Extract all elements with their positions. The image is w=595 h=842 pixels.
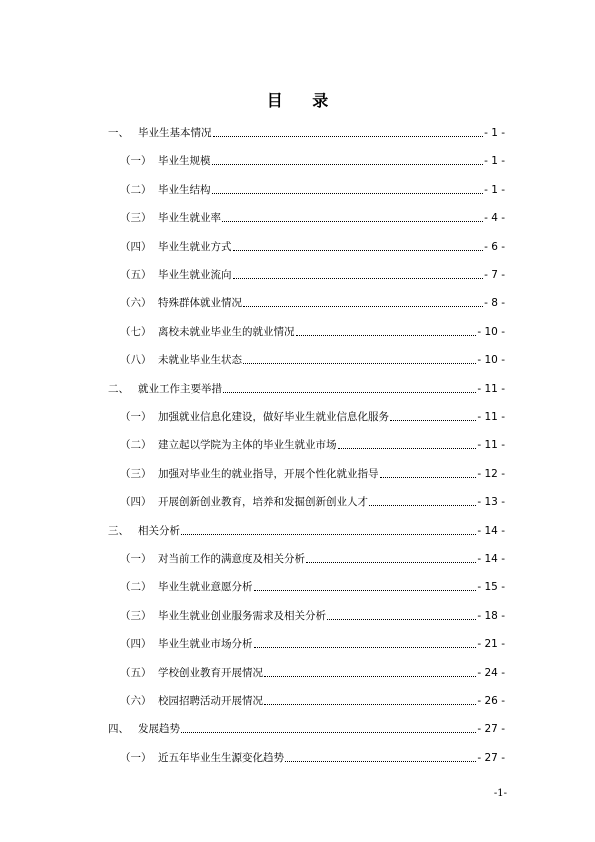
toc-entry-number: （三） [120,467,152,480]
toc-entry-title: 毕业生就业流向 [158,269,232,281]
toc-entry-title: 对当前工作的满意度及相关分析 [158,553,305,565]
toc-entry-number: （三） [120,212,152,225]
toc-entry-page: - 1 - [484,155,505,168]
toc-leader-dots [390,420,476,421]
toc-entry-page: - 24 - [477,666,505,679]
toc-section[interactable] [108,522,505,538]
toc-entry-number: （四） [120,496,152,509]
toc-entry-page: - 27 - [477,723,505,736]
toc-leader-dots [243,306,483,307]
toc-subsection[interactable] [120,607,505,623]
toc-entry-number: （二） [120,439,152,452]
toc-leader-dots [380,477,477,478]
toc-entry-title: 相关分析 [138,524,180,537]
toc-entry-number: （六） [120,695,152,707]
toc-section[interactable] [108,124,505,140]
toc-entry-title: 毕业生规模 [158,155,211,168]
toc-subsection[interactable] [120,351,505,367]
toc-leader-dots [181,732,476,733]
toc-entry-number: 二、 [108,382,129,395]
toc-entry-number: （三） [120,609,152,622]
toc-entry-number: （一） [120,751,152,764]
toc-subsection[interactable] [120,578,505,594]
toc-entry-title: 建立起以学院为主体的毕业生就业市场 [158,439,337,452]
toc-leader-dots [243,363,476,364]
toc-subsection[interactable] [120,550,505,566]
toc-entry-title: 特殊群体就业情况 [158,297,242,310]
toc-entry-number: （四） [120,638,152,651]
toc-entry-page: - 21 - [477,638,505,651]
toc-entry-title: 毕业生基本情况 [138,127,212,139]
toc-subsection[interactable] [120,749,505,765]
toc-entry-number: （六） [120,297,152,310]
toc-entry-number: （一） [120,553,152,565]
toc-entry-page: - 15 - [477,581,505,594]
toc-leader-dots [222,221,483,222]
toc-entry-page: - 10 - [477,325,505,338]
toc-entry-title: 就业工作主要举措 [138,382,222,395]
toc-subsection[interactable] [120,493,505,509]
toc-entry-title: 开展创新创业教育，培养和发掘创新创业人才 [158,496,368,509]
toc-leader-dots [181,534,476,535]
toc-entry-title: 加强就业信息化建设，做好毕业生就业信息化服务 [158,411,389,423]
toc-leader-dots [223,392,476,393]
toc-entry-title: 毕业生就业率 [158,212,221,225]
toc-section[interactable] [108,380,505,396]
toc-subsection[interactable] [120,209,505,225]
toc-subsection[interactable] [120,664,505,680]
toc-entry-number: （八） [120,354,152,367]
toc-entry-number: （四） [120,240,152,253]
toc-entry-number: （一） [120,411,152,423]
toc-entry-page: - 1 - [484,183,505,196]
toc-leader-dots [327,619,476,620]
toc-entry-number: 三、 [108,524,129,537]
toc-entry-page: - 10 - [477,354,505,367]
toc-entry-number: 一、 [108,127,129,139]
toc-entry-page: - 26 - [477,695,505,707]
toc-entry-number: 四、 [108,723,129,736]
toc-entry-title: 毕业生就业市场分析 [158,638,253,651]
toc-entry-number: （一） [120,155,152,168]
toc-subsection[interactable] [120,635,505,651]
toc-leader-dots [254,590,477,591]
toc-leader-dots [306,562,476,563]
toc-entry-page: - 27 - [477,751,505,764]
toc-section[interactable] [108,720,505,736]
toc-subsection[interactable] [120,408,505,424]
toc-entry-title: 未就业毕业生状态 [158,354,242,367]
toc-entry-page: - 4 - [484,212,505,225]
toc-subsection[interactable] [120,465,505,481]
toc-entry-page: - 6 - [484,240,505,253]
toc-entry-title: 毕业生就业意愿分析 [158,581,253,594]
toc-leader-dots [212,164,484,165]
toc-subsection[interactable] [120,323,505,339]
toc-entry-page: - 1 - [484,127,505,139]
toc-entry-number: （五） [120,666,152,679]
toc-subsection[interactable] [120,692,505,708]
toc-leader-dots [212,193,484,194]
toc-entry-number: （二） [120,581,152,594]
toc-entry-title: 毕业生就业方式 [158,240,232,253]
toc-subsection[interactable] [120,436,505,452]
toc-leader-dots [285,761,476,762]
toc-entry-page: - 8 - [484,297,505,310]
toc-entry-title: 离校未就业毕业生的就业情况 [158,325,295,338]
toc-entry-title: 毕业生就业创业服务需求及相关分析 [158,609,326,622]
toc-subsection[interactable] [120,181,505,197]
toc-entry-page: - 11 - [477,382,505,395]
toc-leader-dots [254,647,477,648]
toc-entry-page: - 11 - [477,439,505,452]
toc-subsection[interactable] [120,266,505,282]
toc-leader-dots [233,278,484,279]
toc-leader-dots [264,676,476,677]
toc-entry-page: - 7 - [484,269,505,281]
toc-leader-dots [213,136,484,137]
toc-leader-dots [264,704,476,705]
toc-subsection[interactable] [120,238,505,254]
toc-entry-title: 学校创业教育开展情况 [158,666,263,679]
toc-entry-number: （二） [120,183,152,196]
toc-leader-dots [296,335,477,336]
page-title: 目 录 [266,91,341,110]
toc-entry-page: - 18 - [477,609,505,622]
toc-entry-page: - 14 - [477,553,505,565]
toc-entry-title: 加强对毕业生的就业指导，开展个性化就业指导 [158,467,379,480]
toc-entry-number: （五） [120,269,152,281]
toc-leader-dots [233,250,484,251]
toc-entry-title: 发展趋势 [138,723,180,736]
toc-entry-page: - 11 - [477,411,505,423]
toc-entry-title: 毕业生结构 [158,183,211,196]
toc-entry-page: - 12 - [477,467,505,480]
page-number: -1- [493,788,507,799]
toc-entry-title: 近五年毕业生生源变化趋势 [158,751,284,764]
toc-entry-page: - 13 - [477,496,505,509]
toc-entry-title: 校园招聘活动开展情况 [158,695,263,707]
toc-subsection[interactable] [120,294,505,310]
toc-leader-dots [369,505,476,506]
toc-leader-dots [338,448,477,449]
toc-entry-page: - 14 - [477,524,505,537]
toc-entry-number: （七） [120,325,152,338]
toc-subsection[interactable] [120,152,505,168]
